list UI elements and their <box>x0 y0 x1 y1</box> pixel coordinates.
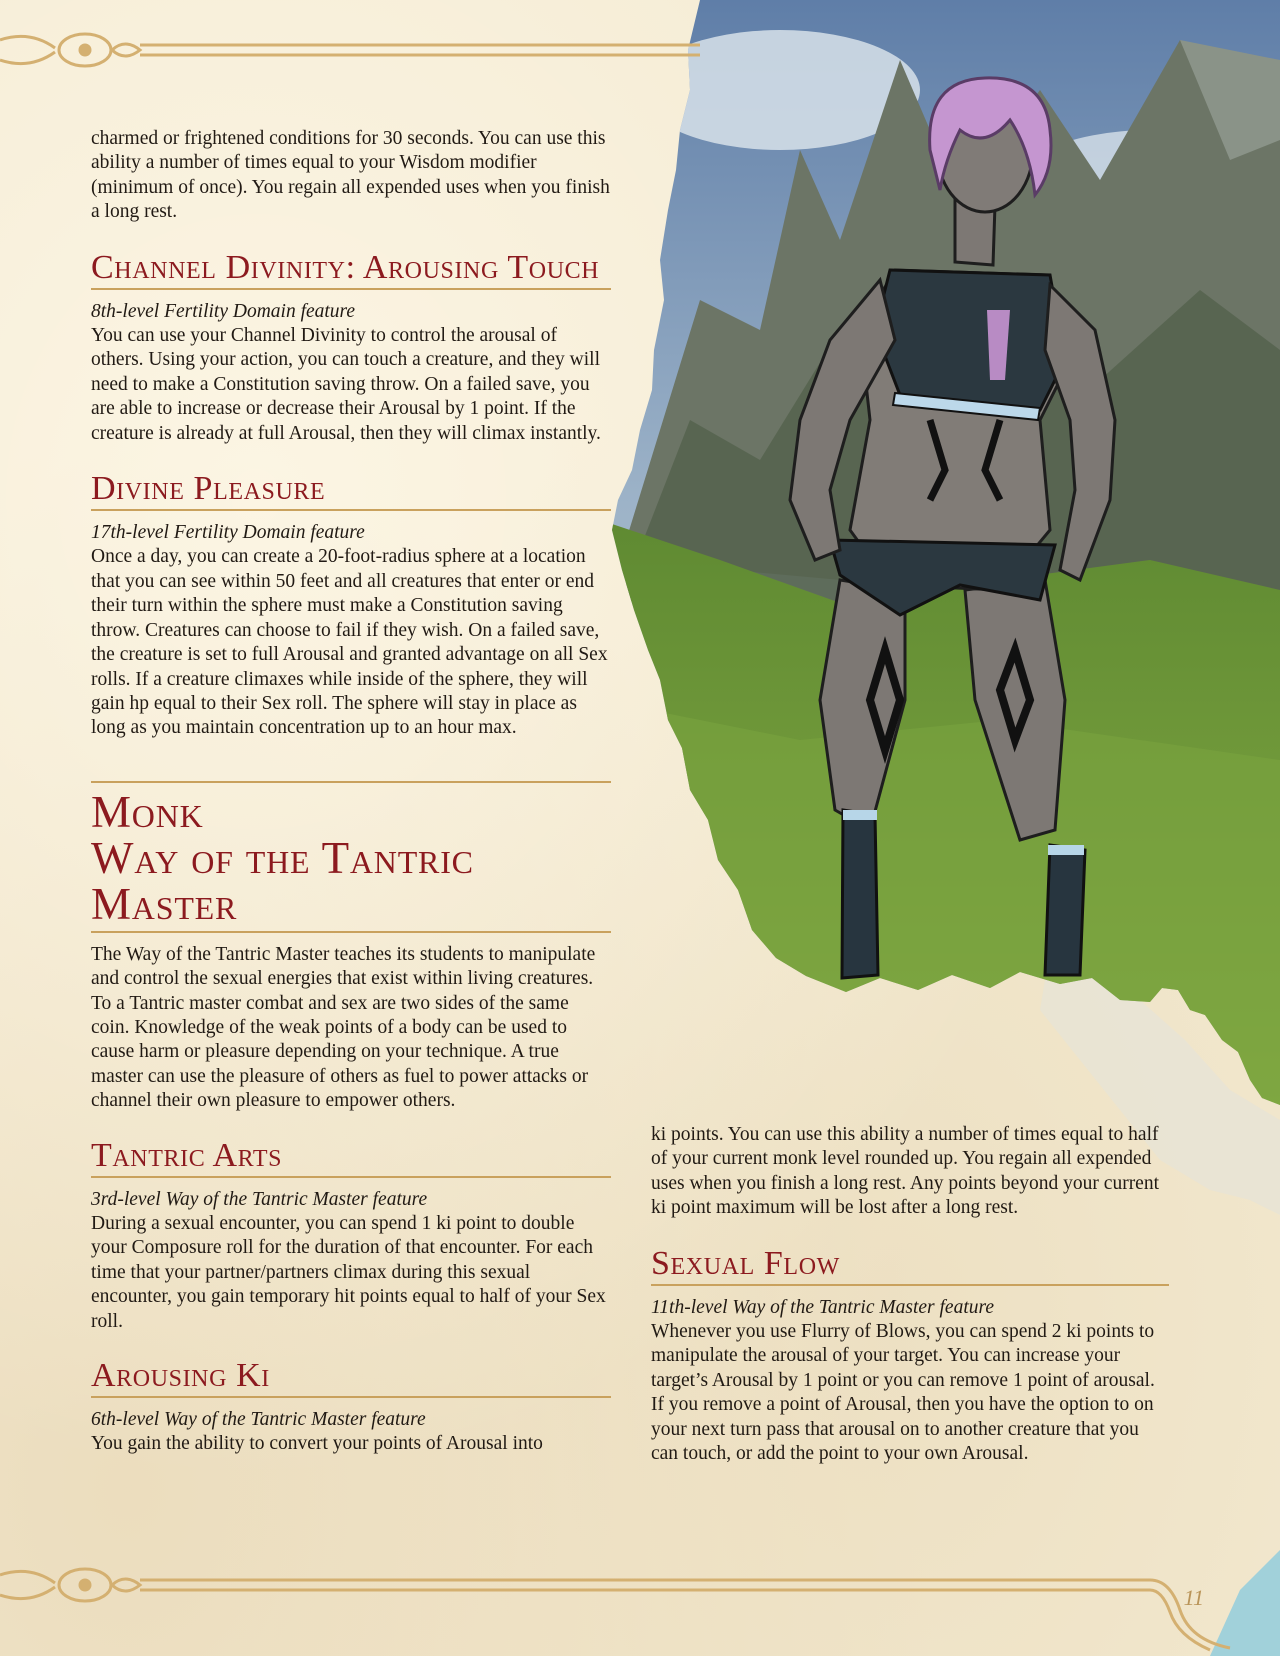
feature-level-divine: 17th-level Fertility Domain feature <box>91 522 365 544</box>
ki-body: You gain the ability to convert your points of Arousal into <box>91 1433 543 1455</box>
heading-tantric-arts: Tantric Arts <box>91 1138 611 1178</box>
monk-intro: The Way of the Tantric Master teaches its students to manipulate and control the sexual energies that exist within living creatures. To a Tantric master combat and sex are two sides of the same coin. Knowledge of the weak points of a body can be used to cause harm or pleasure depending on your technique. A true master can use the pleasure of others as fuel to power attacks or channel their own pleasure to empower others. <box>91 943 596 1112</box>
watercolor-wash <box>1210 1550 1280 1656</box>
feature-level-ki: 6th-level Way of the Tantric Master feature <box>91 1409 426 1430</box>
arts-body: During a sexual encounter, you can spend 1 ki point to double your Composure roll for the duration of that encounter. For each time that your partner/partners climax during this sexual encounter, you gain temporary hit points equal to half of your Sex roll. <box>91 1212 606 1332</box>
flow-body: Whenever you use Flurry of Blows, you can spend 2 ki points to manipulate the arousal of your target. You can increase your target’s Arousal by 1 point or you can remove 1 point of arousal. If you remove a point of Arousal, then you have the option to on your next turn pass that arousal on to another creature that you can touch, or add the point to your own Arousal. <box>651 1321 1155 1465</box>
heading-channel-divinity: Channel Divinity: Arousing Touch <box>91 250 611 290</box>
heading-sexual-flow: Sexual Flow <box>651 1246 1169 1286</box>
heading-divine-pleasure: Divine Pleasure <box>91 471 611 511</box>
divine-body: Once a day, you can create a 20-foot-radius sphere at a location that you can see within 50 feet and all creatures that enter or end their turn within the sphere must make a Constitution saving throw. Creatures can choose to fail if they wish. On a failed save, the creature is set to full Arousal and granted advantage on all Sex rolls. If a creature climaxes while inside of the sphere, they will gain hp equal to their Sex roll. The sphere will stay in place as long as you maintain concentration up to an hour max. <box>91 546 608 739</box>
feature-level-channel: 8th-level Fertility Domain feature <box>91 300 356 322</box>
section-rule <box>91 781 611 783</box>
right-column <box>651 1123 1169 1466</box>
top-ornament <box>0 34 700 66</box>
illustration <box>600 0 1280 1120</box>
feature-level-flow: 11th-level Way of the Tantric Master feature <box>651 1296 995 1318</box>
ki-continued: ki points. You can use this ability a number of times equal to half of your current monk level rounded up. You regain all expended uses when you finish a long rest. Any points beyond your current ki point maximum will be lost after a long rest. <box>651 1124 1160 1219</box>
page-number: 11 <box>1183 1585 1204 1610</box>
channel-body: You can use your Channel Divinity to control the arousal of others. Using your action, you can touch a creature, and they will need to make a Constitution saving throw. On a failed save, you are able to increase or decrease their Arousal by 1 point. If the creature is already at full Arousal, then they will climax instantly. <box>91 325 601 444</box>
bottom-ornament <box>0 1569 1230 1650</box>
subclass-title: Way of the Tantric Master <box>91 832 474 929</box>
feature-level-arts: 3rd-level Way of the Tantric Master feature <box>91 1188 428 1210</box>
class-title: Monk <box>91 786 204 837</box>
heading-arousing-ki: Arousing Ki <box>91 1358 611 1398</box>
intro-paragraph: charmed or frightened conditions for 30 seconds. You can use this ability a number of times equal to your Wisdom modifier (minimum of once). You regain all expended uses when you finish a long rest. <box>91 128 610 223</box>
left-column <box>91 127 611 1457</box>
section-rule <box>91 931 611 933</box>
